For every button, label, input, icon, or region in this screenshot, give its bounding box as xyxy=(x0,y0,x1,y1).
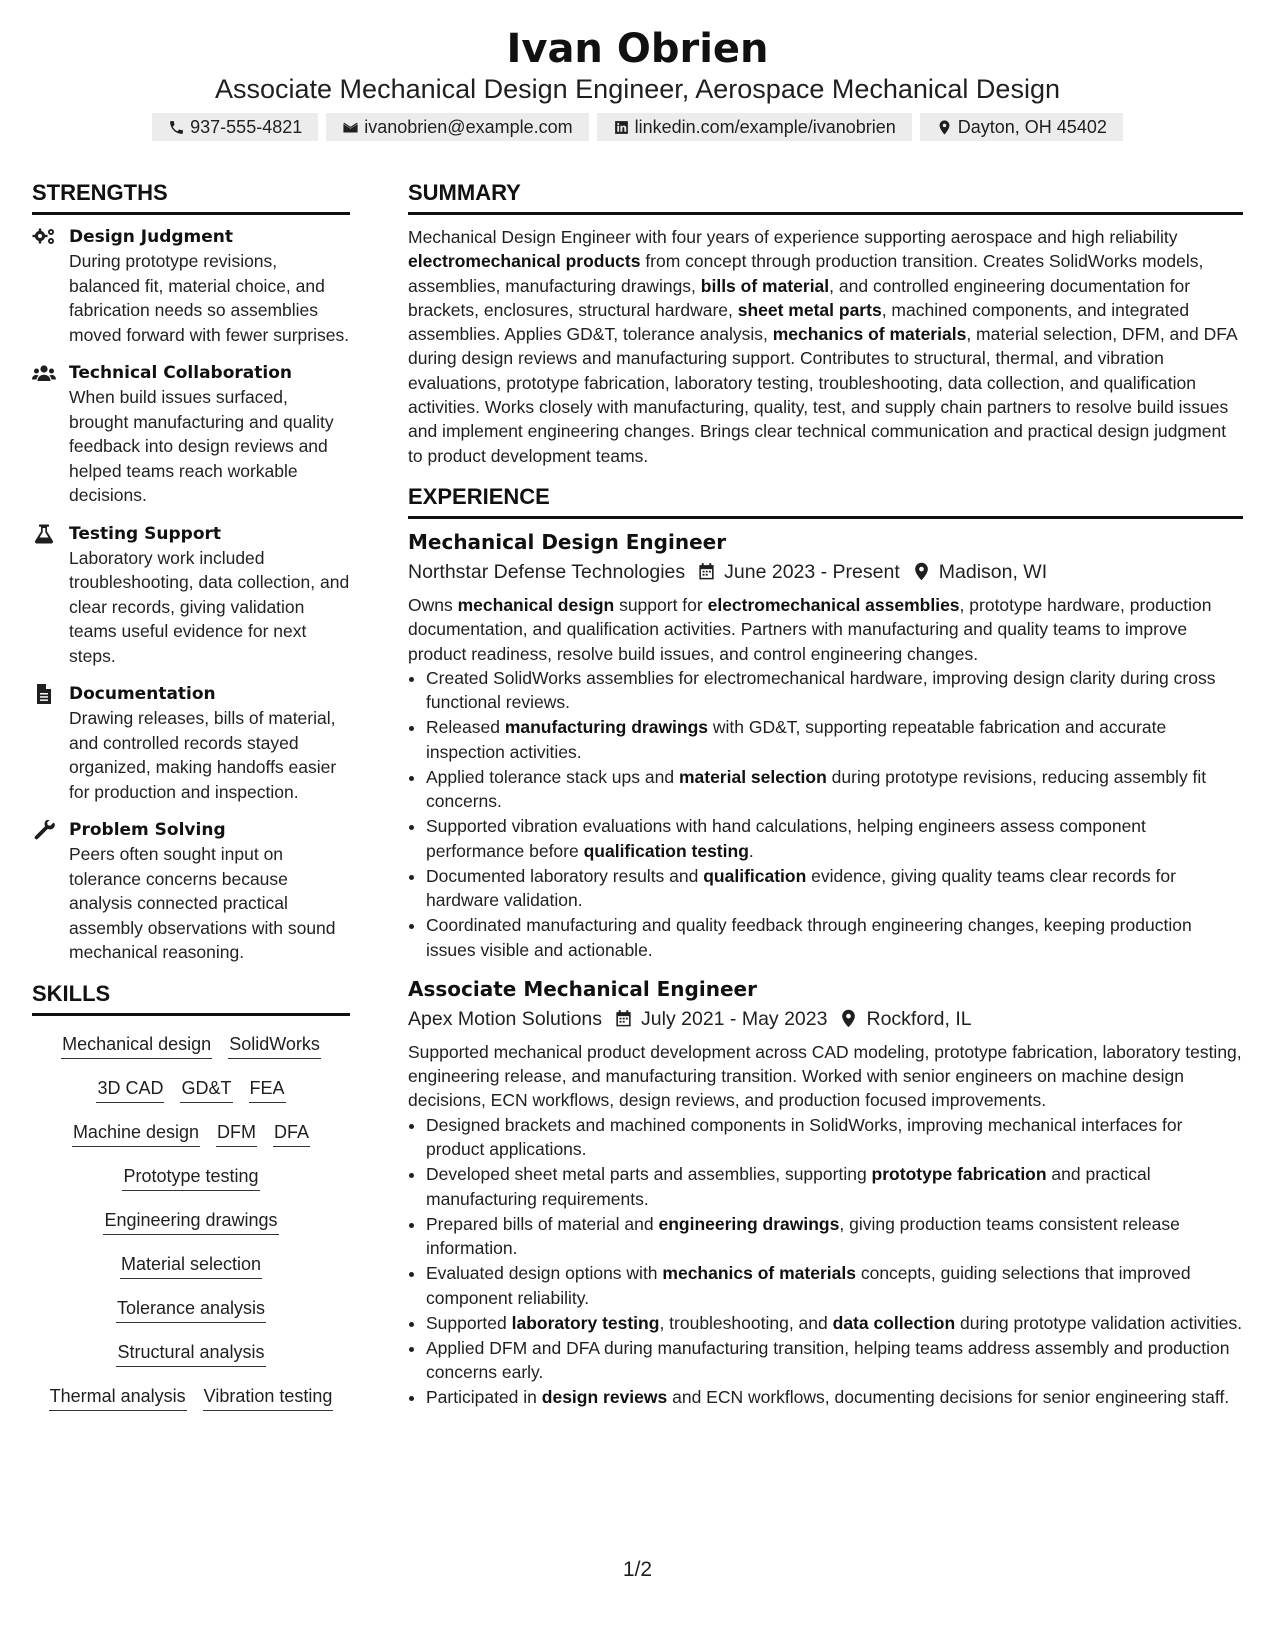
contact-email[interactable] xyxy=(326,113,588,141)
text-run: Developed sheet metal parts and assemblies, supporting xyxy=(426,1164,872,1185)
skills-list xyxy=(32,1026,350,1411)
right-column xyxy=(408,178,1243,1411)
skill-row xyxy=(32,1120,350,1147)
experience-heading: EXPERIENCE xyxy=(408,482,1243,519)
text-run: and ECN workflows, documenting decisions for senior engineering staff. xyxy=(667,1387,1230,1408)
bold-keyword: sheet metal parts xyxy=(737,299,882,320)
gears-icon xyxy=(32,227,56,247)
text-run: during prototype revisions, reducing assembly fit concerns. xyxy=(426,766,1207,812)
text-run: and practical manufacturing requirements. xyxy=(426,1164,1151,1209)
text-run: . xyxy=(748,840,754,861)
text-run: Released xyxy=(426,717,505,738)
bold-keyword: mechanics of materials xyxy=(662,1263,856,1284)
strength-description: When build issues surfaced, brought manufacturing and quality feedback into design reviews and helped teams reach workable decisions. xyxy=(69,387,334,505)
summary-text xyxy=(408,225,1243,468)
text-run: Created SolidWorks assemblies for electromechanical hardware, improving design clarity during cross functional reviews. xyxy=(426,667,1216,713)
text-run: evidence, giving quality teams clear records for hardware validation. xyxy=(426,865,1176,911)
skill-row xyxy=(32,1164,350,1191)
job-bullets xyxy=(408,666,1243,962)
skill-row xyxy=(32,1384,350,1411)
flask-icon xyxy=(32,524,56,544)
bullet-item xyxy=(426,666,1243,715)
text-run: support for xyxy=(614,594,708,615)
bullet-item xyxy=(426,715,1243,764)
text-run: Evaluated design options with xyxy=(426,1263,663,1284)
skill-row xyxy=(32,1340,350,1367)
text-run: Documented laboratory results and xyxy=(426,865,704,886)
text-run: , material selection, DFM, and DFA during design reviews and manufacturing support. Contributes to structural, thermal, and vibration evaluations, prototype fabrication, laboratory testing, troubleshooting, data collection, and qualification activities. Works closely with manufacturing, quality, test, and supply chain partners to resolve build issues and implement engineering changes. Brings clear technical communication and practical design judgment to product development teams. xyxy=(408,324,1237,466)
text-run: Supported mechanical product development across CAD modeling, prototype fabrication, laboratory testing, engineering release, and manufacturing transition. Worked with senior engineers on machine design decisions, ECN workflows, design reviews, and production focused improvements. xyxy=(408,1041,1242,1111)
bullet-item xyxy=(426,864,1243,913)
wrench-icon xyxy=(32,820,56,840)
skill-row xyxy=(32,1076,350,1103)
bold-keyword: engineering drawings xyxy=(658,1213,840,1234)
location-pin-icon xyxy=(936,119,953,136)
bullet-item xyxy=(426,1311,1243,1335)
strength-item xyxy=(32,818,350,965)
phone-icon xyxy=(168,119,185,136)
contact-location xyxy=(920,113,1123,141)
candidate-name: Ivan Obrien xyxy=(506,26,769,72)
skill-tag: DFA xyxy=(273,1120,310,1147)
text-run: , machined components, and integrated assemblies. Applies GD&T, tolerance analysis, xyxy=(408,299,1190,345)
bullet-item xyxy=(426,1212,1243,1261)
contact-linkedin[interactable] xyxy=(597,113,912,141)
skill-tag: DFM xyxy=(216,1120,257,1147)
skill-tag: Prototype testing xyxy=(122,1164,259,1191)
job-entry xyxy=(408,974,1243,1410)
bullet-item xyxy=(426,1261,1243,1310)
skill-tag: GD&T xyxy=(180,1076,232,1103)
text-run: from concept through production transition. Creates SolidWorks models, assemblies, manufacturing drawings, xyxy=(408,251,1204,296)
bullet-item xyxy=(426,765,1243,814)
skill-tag: Thermal analysis xyxy=(49,1384,187,1411)
skill-tag: Engineering drawings xyxy=(103,1208,278,1235)
job-entry xyxy=(408,527,1243,962)
text-run: , and controlled engineering documentation for brackets, enclosures, structural hardware, xyxy=(408,275,1191,320)
envelope-icon xyxy=(342,119,359,136)
strength-description: Laboratory work included troubleshooting, data collection, and clear records, giving validation teams useful evidence for next steps. xyxy=(69,547,350,666)
linkedin-icon xyxy=(613,119,630,136)
bold-keyword: material selection xyxy=(678,766,827,787)
location-pin-icon xyxy=(839,1009,858,1028)
text-run: Prepared bills of material and xyxy=(426,1213,659,1234)
document-icon xyxy=(32,684,56,704)
job-title: Mechanical Design Engineer xyxy=(408,529,727,554)
job-company: Northstar Defense Technologies xyxy=(408,560,686,583)
bold-keyword: laboratory testing xyxy=(511,1312,660,1333)
strength-title: Design Judgment xyxy=(69,227,234,247)
text-run: Participated in xyxy=(426,1387,542,1408)
job-bullets xyxy=(408,1113,1243,1410)
bold-keyword: qualification xyxy=(703,865,807,886)
contact-email-text: ivanobrien@example.com xyxy=(364,116,573,137)
calendar-icon xyxy=(614,1009,633,1028)
bullet-item xyxy=(426,913,1243,962)
bullet-item xyxy=(426,814,1243,863)
text-run: concepts, guiding selections that improved component reliability. xyxy=(426,1263,1191,1308)
users-icon xyxy=(32,363,56,383)
bullet-item xyxy=(426,1336,1243,1385)
skill-tag: Material selection xyxy=(120,1252,262,1279)
job-description xyxy=(408,593,1243,666)
job-description xyxy=(408,1040,1243,1113)
skill-tag: SolidWorks xyxy=(228,1032,321,1059)
left-column xyxy=(32,178,350,1428)
contact-phone[interactable] xyxy=(152,113,318,141)
strength-title: Documentation xyxy=(69,684,216,704)
bold-keyword: mechanics of materials xyxy=(772,324,967,345)
bold-keyword: electromechanical products xyxy=(408,251,641,272)
strength-item xyxy=(32,682,350,804)
strength-item xyxy=(32,522,350,669)
text-run: Owns xyxy=(408,594,458,615)
text-run: Designed brackets and machined components in SolidWorks, improving mechanical interfaces for product applications. xyxy=(426,1114,1183,1160)
skill-row xyxy=(32,1208,350,1235)
text-run: during prototype validation activities. xyxy=(955,1312,1243,1333)
bullet-item xyxy=(426,1162,1243,1211)
text-run: Supported vibration evaluations with hand calculations, helping engineers assess component performance before xyxy=(426,816,1146,861)
bold-keyword: electromechanical assemblies xyxy=(707,594,960,615)
skill-tag: Machine design xyxy=(72,1120,200,1147)
page-number: 1/2 xyxy=(622,1558,653,1581)
job-dates: July 2021 - May 2023 xyxy=(641,1007,828,1030)
location-pin-icon xyxy=(912,562,931,581)
skill-tag: Tolerance analysis xyxy=(116,1296,266,1323)
text-run: , troubleshooting, and xyxy=(659,1312,833,1333)
contact-phone-text: 937-555-4821 xyxy=(190,116,303,137)
job-dates: June 2023 - Present xyxy=(724,560,900,583)
contact-linkedin-text: linkedin.com/example/ivanobrien xyxy=(634,116,896,137)
bold-keyword: manufacturing drawings xyxy=(504,717,709,738)
contact-bar xyxy=(0,113,1275,141)
job-location: Rockford, IL xyxy=(866,1007,972,1030)
skill-tag: FEA xyxy=(249,1076,286,1103)
bold-keyword: prototype fabrication xyxy=(871,1164,1047,1185)
calendar-icon xyxy=(697,562,716,581)
strength-title: Testing Support xyxy=(69,523,222,544)
strength-title: Technical Collaboration xyxy=(69,363,292,383)
text-run: Supported xyxy=(426,1312,512,1333)
skill-row xyxy=(32,1296,350,1323)
text-run: with GD&T, supporting repeatable fabrication and accurate inspection activities. xyxy=(426,717,1167,762)
strength-description: Peers often sought input on tolerance concerns because analysis connected practical assembly observations with sound mechanical reasoning. xyxy=(69,844,336,962)
bold-keyword: mechanical design xyxy=(457,594,615,615)
skill-tag: Mechanical design xyxy=(61,1032,212,1059)
job-location: Madison, WI xyxy=(938,560,1048,583)
skill-row xyxy=(32,1252,350,1279)
job-title: Associate Mechanical Engineer xyxy=(408,976,757,1001)
job-meta xyxy=(408,557,1243,587)
candidate-title: Associate Mechanical Design Engineer, Aerospace Mechanical Design xyxy=(215,74,1060,104)
skill-tag: 3D CAD xyxy=(96,1076,164,1103)
skill-tag: Vibration testing xyxy=(203,1384,334,1411)
contact-location-text: Dayton, OH 45402 xyxy=(957,116,1107,137)
text-run: Mechanical Design Engineer with four years of experience supporting aerospace and high reliability xyxy=(408,227,1178,247)
skill-tag: Structural analysis xyxy=(116,1340,265,1367)
strength-title: Problem Solving xyxy=(69,820,226,840)
strength-item xyxy=(32,225,350,347)
skill-row xyxy=(32,1032,350,1059)
bold-keyword: design reviews xyxy=(541,1387,668,1408)
strength-description: During prototype revisions, balanced fit, material choice, and fabrication needs so assemblies moved forward with fewer surprises. xyxy=(69,251,350,345)
strength-description: Drawing releases, bills of material, and controlled records stayed organized, making handoffs easier for production and inspection. xyxy=(69,708,337,802)
text-run: Applied tolerance stack ups and xyxy=(426,766,679,787)
bullet-item xyxy=(426,1385,1243,1409)
strength-item xyxy=(32,361,350,508)
strengths-heading: STRENGTHS xyxy=(32,178,350,215)
bold-keyword: qualification testing xyxy=(583,840,749,861)
job-meta xyxy=(408,1004,1243,1034)
bold-keyword: data collection xyxy=(832,1312,956,1333)
skills-heading: SKILLS xyxy=(32,979,350,1016)
text-run: , giving production teams consistent release information. xyxy=(426,1213,1180,1259)
text-run: , prototype hardware, production documentation, and qualification activities. Partners with manufacturing and quality teams to improve product readiness, resolve build issues, and control engineering changes. xyxy=(408,594,1212,664)
job-company: Apex Motion Solutions xyxy=(408,1007,603,1030)
summary-heading: SUMMARY xyxy=(408,178,1243,215)
bullet-item xyxy=(426,1113,1243,1162)
text-run: Coordinated manufacturing and quality feedback through engineering changes, keeping production issues visible and actionable. xyxy=(426,915,1192,960)
bold-keyword: bills of material xyxy=(700,275,830,296)
text-run: Applied DFM and DFA during manufacturing transition, helping teams address assembly and production concerns early. xyxy=(426,1337,1230,1383)
